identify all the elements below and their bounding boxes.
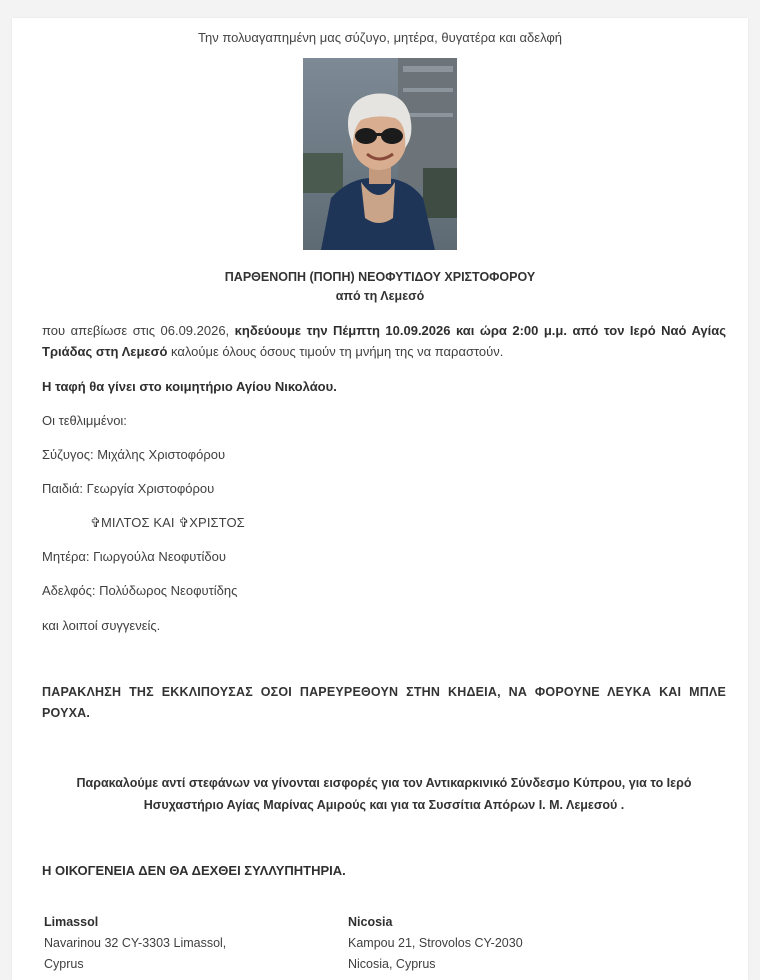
portrait-image (303, 58, 457, 250)
funeral-details (42, 320, 726, 362)
burial-note (42, 376, 726, 397)
office-address-line2: Cyprus (44, 957, 84, 971)
office-address-line2: Nicosia, Cyprus (348, 957, 436, 971)
condolences-note (42, 860, 726, 881)
dress-request: ΠΑΡΑΚΛΗΣΗ ΤΗΣ ΕΚΚΛΙΠΟΥΣΑΣ ΟΣΟΙ ΠΑΡΕΥΡΕΘΟΥΝ ΣΤΗΝ ΚΗΔΕΙΑ, ΝΑ ΦΟΡΟΥΝΕ ΛΕΥΚΑ ΚΑΙ ΜΠΛΕ ΡΟΥΧΑ. (42, 685, 726, 720)
mourner-others: και λοιποί συγγενείς. (42, 618, 161, 633)
intro-text: Την πολυαγαπημένη μας σύζυγο, μητέρα, θυγατέρα και αδελφή (198, 30, 562, 45)
deceased-photo (303, 58, 457, 250)
funeral-details-intro: που απεβίωσε στις 06.09.2026, (42, 323, 235, 338)
burial-note-text: Η ταφή θα γίνει στο κοιμητήριο Αγίου Νικολάου. (42, 379, 337, 394)
funeral-details-invitation: καλούμε όλους όσους τιμούν τη μνήμη της να παραστούν. (167, 344, 504, 359)
mourners-heading: Οι τεθλιμμένοι: (42, 413, 127, 428)
office-nicosia (348, 912, 523, 975)
mourner-spouse: Σύζυγος: Μιχάλης Χριστοφόρου (42, 447, 226, 462)
mourner-brother: Αδελφός: Πολύδωρος Νεοφυτίδης (42, 583, 238, 598)
office-city: Nicosia (348, 915, 393, 929)
mourner-children: Παιδιά: Γεωργία Χριστοφόρου (42, 481, 215, 496)
office-address-line1: Navarinou 32 CY-3303 Limassol, (44, 936, 227, 950)
office-limassol (44, 912, 226, 975)
office-city: Limassol (44, 915, 99, 929)
office-address-line1: Kampou 21, Strovolos CY-2030 (348, 936, 523, 950)
deceased-origin: από τη Λεμεσό (335, 289, 425, 303)
deceased-name: ΠΑΡΘΕΝΟΠΗ (ΠΟΠΗ) ΝΕΟΦΥΤΙΔΟΥ ΧΡΙΣΤΟΦΟΡΟΥ (224, 270, 536, 284)
mourner-mother: Μητέρα: Γιωργούλα Νεοφυτίδου (42, 549, 226, 564)
obituary-page (12, 18, 748, 980)
condolences-note-text: Η ΟΙΚΟΓΕΝΕΙΑ ΔΕΝ ΘΑ ΔΕΧΘΕΙ ΣΥΛΛΥΠΗΤΗΡΙΑ. (42, 863, 346, 878)
donations-request: Παρακαλούμε αντί στεφάνων να γίνονται εισφορές για τον Αντικαρκινικό Σύνδεσμο Κύπρου, για το Ιερό Ησυχαστήριο Αγίας Μαρίνας Αμιρούς και για τα Συσσίτια Απόρων Ι. Μ. Λεμεσού . (76, 776, 692, 812)
mourner-deceased-children: ✞ΜΙΛΤΟΣ ΚΑΙ ✞ΧΡΙΣΤΟΣ (90, 515, 245, 530)
funeral-details-time-place: κηδεύουμε την Πέμπτη 10.09.2026 και ώρα 2:00 μ.μ. από τον Ιερό Ναό Αγίας Τριάδας στη Λεμεσό (42, 323, 726, 359)
